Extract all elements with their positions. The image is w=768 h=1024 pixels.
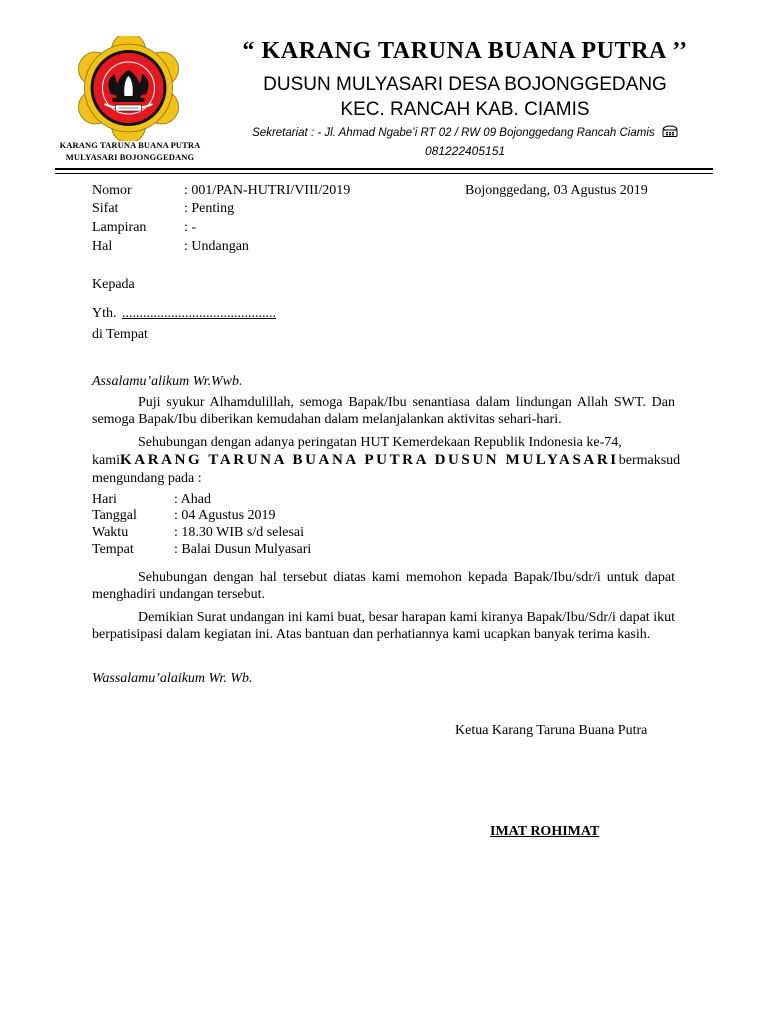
signature-name: IMAT ROHIMAT [490, 824, 600, 839]
detail-waktu-label: Waktu [92, 525, 129, 540]
sifat-value: : Penting [184, 201, 235, 216]
logo-caption-line1: KARANG TARUNA BUANA PUTRA [59, 140, 201, 150]
nomor-value: : 001/PAN-HUTRI/VIII/2019 [184, 183, 351, 198]
paragraph-2-kami: kami [92, 453, 120, 468]
detail-hari-label: Hari [92, 492, 117, 507]
detail-tanggal-value: : 04 Agustus 2019 [174, 508, 276, 523]
paragraph-2-line-3: mengundang pada : [92, 471, 202, 486]
phone-number: 081222405151 [424, 144, 506, 158]
paragraph-2-organization: KARANG TARUNA BUANA PUTRA DUSUN MULYASARI [120, 452, 619, 468]
paragraph-4: Demikian Surat undangan ini kami buat, besar harapan kami kiranya Bapak/Ibu/Sdr/i dapat ikut berpatisipasi dalam kegiatan ini. Atas bantuan dan perhatiannya kami ucapkan banyak terima kasih. [92, 610, 675, 642]
secretariat-text: Sekretariat : - Jl. Ahmad Ngabe’i RT 02 / RW 09 Bojonggedang Rancah Ciamis [252, 127, 655, 139]
nomor-label: Nomor [92, 183, 132, 198]
paragraph-2-bermaksud: bermaksud [618, 453, 681, 468]
recipient-kepada: Kepada [92, 277, 135, 292]
paragraph-1: Puji syukur Alhamdulillah, semoga Bapak/Ibu senantiasa dalam lindungan Allah SWT. Dan semoga Bapak/Ibu diberikan kemudahan dalam melanjalankan aktivitas sehari-hari. [92, 395, 675, 427]
paragraph-2-line-2 [92, 452, 681, 469]
recipient-yth [92, 305, 276, 322]
organization-title: “ KARANG TARUNA BUANA PUTRA ’’ [242, 38, 688, 64]
header-divider-thick [55, 168, 713, 170]
signature-position: Ketua Karang Taruna Buana Putra [455, 723, 648, 738]
yth-label: Yth. [92, 306, 117, 321]
lampiran-value: : - [184, 220, 197, 235]
lampiran-label: Lampiran [92, 220, 147, 235]
yth-dots: ............................................ [122, 306, 276, 321]
detail-waktu-value: : 18.30 WIB s/d selesai [174, 525, 305, 540]
logo-caption-line2: MULYASARI BOJONGGEDANG [65, 152, 195, 162]
recipient-di-tempat: di Tempat [92, 327, 148, 342]
closing-greeting: Wassalamu’alaikum Wr. Wb. [92, 671, 253, 686]
address-line-2: KEC. RANCAH KAB. CIAMIS [340, 99, 590, 120]
detail-tempat-label: Tempat [92, 542, 134, 557]
paragraph-3: Sehubungan dengan hal tersebut diatas kami memohon kepada Bapak/Ibu/sdr/i untuk dapat menghadiri undangan tersebut. [92, 570, 675, 602]
detail-hari-value: : Ahad [174, 492, 211, 507]
detail-tempat-value: : Balai Dusun Mulyasari [174, 542, 312, 557]
logo-emblem [66, 36, 191, 141]
hal-label: Hal [92, 239, 113, 254]
paragraph-2-line-1: Sehubungan dengan adanya peringatan HUT Kemerdekaan Republik Indonesia ke-74, [138, 435, 622, 450]
greeting: Assalamu’alikum Wr.Wwb. [92, 374, 243, 389]
hal-value: : Undangan [184, 239, 249, 254]
sifat-label: Sifat [92, 201, 119, 216]
header-divider-thin [55, 173, 713, 174]
secretariat-line [200, 125, 730, 139]
telephone-icon [662, 125, 678, 137]
address-line-1: DUSUN MULYASARI DESA BOJONGGEDANG [263, 74, 667, 95]
detail-tanggal-label: Tanggal [92, 508, 137, 523]
place-date: Bojonggedang, 03 Agustus 2019 [465, 183, 648, 198]
